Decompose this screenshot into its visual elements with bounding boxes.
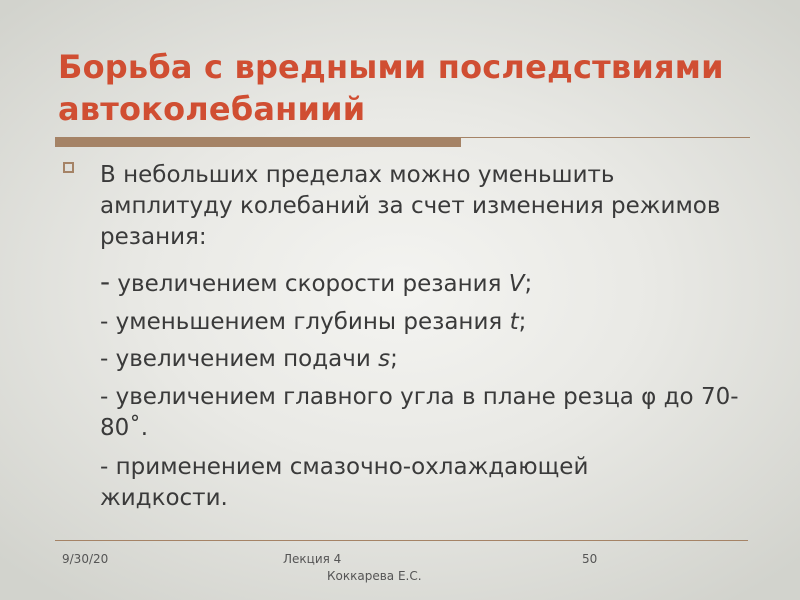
footer-lecture: Лекция 4 <box>283 552 342 566</box>
list-item <box>100 266 750 300</box>
item-text: уменьшением глубины резания <box>108 309 510 335</box>
title-divider-thick <box>55 137 461 147</box>
footer-author: Коккарева Е.С. <box>327 569 422 583</box>
title-divider-thin <box>461 137 750 138</box>
item-dash: - <box>100 454 109 480</box>
item-dash: - <box>100 309 109 335</box>
intro-paragraph: В небольших пределах можно уменьшить амплитуду колебаний за счет изменения режимов резания: <box>100 162 721 250</box>
item-text: увеличением скорости резания <box>110 271 509 297</box>
item-suffix: ; <box>518 309 527 335</box>
footer-page-number: 50 <box>582 552 598 566</box>
list-item <box>100 452 700 514</box>
item-dash: - <box>100 384 109 410</box>
list-item <box>100 382 740 444</box>
slide-title: Борьба с вредными последствиями автоколебаниий <box>58 48 724 128</box>
item-text: применением смазочно-охлаждающей жидкости. <box>100 454 589 511</box>
footer-date: 9/30/20 <box>62 552 109 566</box>
footer-divider <box>55 540 748 541</box>
square-bullet-icon <box>63 162 74 173</box>
item-variable: V <box>508 271 525 297</box>
list-item <box>100 344 750 375</box>
item-suffix: ; <box>390 346 398 372</box>
list-item <box>100 307 750 338</box>
item-variable: s <box>378 346 391 372</box>
title-divider <box>55 137 750 147</box>
item-suffix: ; <box>524 271 533 297</box>
item-dash: - <box>100 346 109 372</box>
item-text: увеличением главного угла в плане резца φ до 70-80˚. <box>100 384 739 441</box>
item-text: увеличением подачи <box>108 346 379 372</box>
item-dash: - <box>100 265 111 298</box>
item-variable: t <box>509 309 519 335</box>
